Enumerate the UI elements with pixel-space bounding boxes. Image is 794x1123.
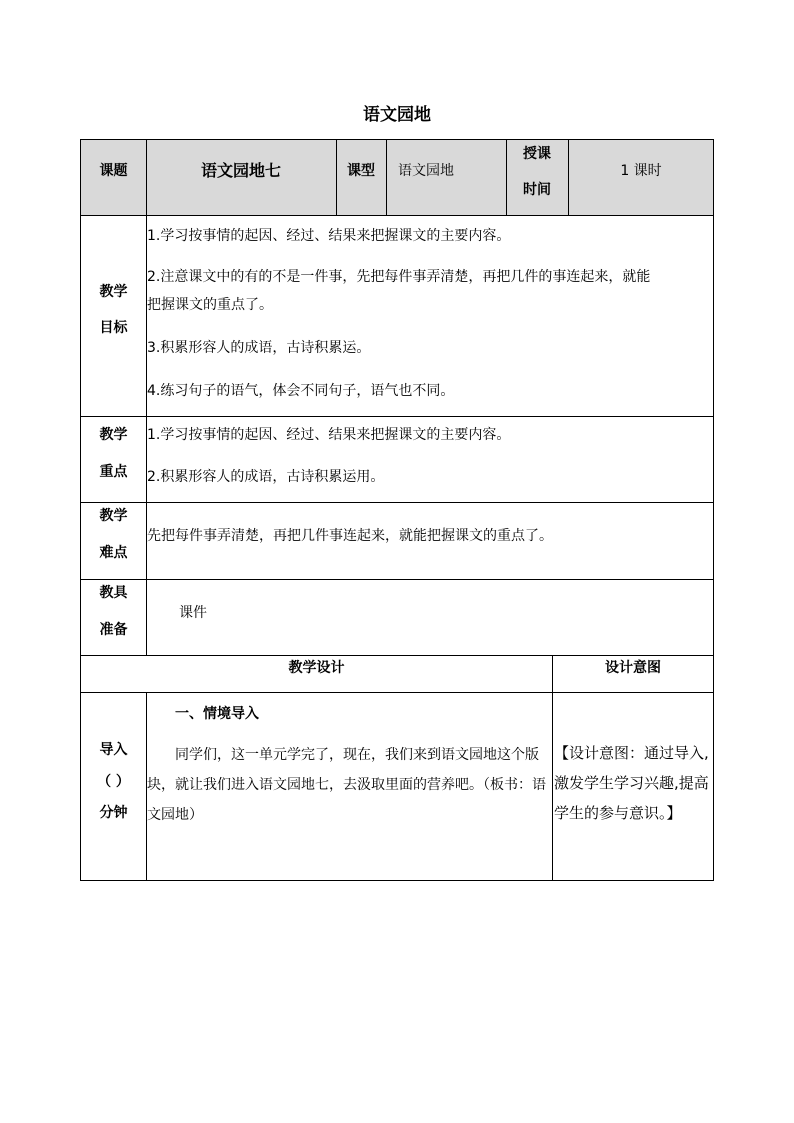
time-label-line-1: 授课 xyxy=(523,146,551,162)
difficulties-label-line-1: 教学 xyxy=(99,508,128,524)
design-header-right: 设计意图 xyxy=(605,660,661,676)
goal-item: 1.学习按事情的起因、经过、结果来把握课文的主要内容。 xyxy=(147,228,511,244)
time-value: 1 课时 xyxy=(620,163,662,179)
goal-item: 3.积累形容人的成语，古诗积累运。 xyxy=(147,340,371,356)
table-line-design-header-bottom xyxy=(80,692,714,693)
table-line-bottom xyxy=(80,880,714,881)
intro-heading: 一、情境导入 xyxy=(175,706,259,722)
topic-label: 课题 xyxy=(99,163,128,179)
type-label: 课型 xyxy=(347,163,375,179)
intro-body: 同学们，这一单元学完了，现在，我们来到语文园地这个版块，就让我们进入语文园地七，去汲取里面的营养吧。（板书：语文园地） xyxy=(147,747,546,823)
document-title: 语文园地 xyxy=(363,105,431,125)
table-line-header-bottom xyxy=(80,215,714,216)
design-intent: 【设计意图：通过导入,激发学生学习兴趣,提高学生的参与意识。】 xyxy=(554,744,709,822)
goals-label-line-1: 教学 xyxy=(99,284,128,300)
keypoint-item: 2.积累形容人的成语，古诗积累运用。 xyxy=(147,469,385,485)
goals-label-line-2: 目标 xyxy=(99,320,128,336)
materials-label-line-1: 教具 xyxy=(99,585,128,601)
goal-item-continued: 把握课文的重点了。 xyxy=(147,297,273,313)
table-line-design-divider xyxy=(552,655,553,881)
table-line-right xyxy=(713,139,714,881)
keypoints-label-line-1: 教学 xyxy=(99,427,128,443)
time-label-line-2: 时间 xyxy=(523,182,551,198)
topic-value: 语文园地七 xyxy=(200,161,281,180)
table-line-header-2 xyxy=(386,139,387,216)
keypoint-item: 1.学习按事情的起因、经过、结果来把握课文的主要内容。 xyxy=(147,427,511,443)
table-line-difficulties-bottom xyxy=(80,579,714,580)
design-header-left: 教学设计 xyxy=(288,660,345,676)
keypoints-label-line-2: 重点 xyxy=(99,464,128,480)
materials-label-line-2: 准备 xyxy=(99,622,128,638)
materials-text: 课件 xyxy=(179,605,207,621)
table-line-top xyxy=(80,139,714,140)
table-line-keypoints-bottom xyxy=(80,502,714,503)
intro-minutes-blank: （ ） xyxy=(97,774,130,790)
goal-item: 4.练习句子的语气，体会不同句子，语气也不同。 xyxy=(147,383,455,399)
intro-minutes-label: 分钟 xyxy=(99,805,128,821)
difficulties-text: 先把每件事弄清楚，再把几件事连起来，就能把握课文的重点了。 xyxy=(147,528,553,544)
intro-label: 导入 xyxy=(99,742,128,758)
type-value: 语文园地 xyxy=(398,163,454,179)
difficulties-label-line-2: 难点 xyxy=(99,545,128,561)
table-line-materials-bottom xyxy=(80,655,714,656)
goal-item: 2.注意课文中的有的不是一件事，先把每件事弄清楚，再把几件的事连起来，就能 xyxy=(147,269,651,285)
table-line-goals-bottom xyxy=(80,416,714,417)
